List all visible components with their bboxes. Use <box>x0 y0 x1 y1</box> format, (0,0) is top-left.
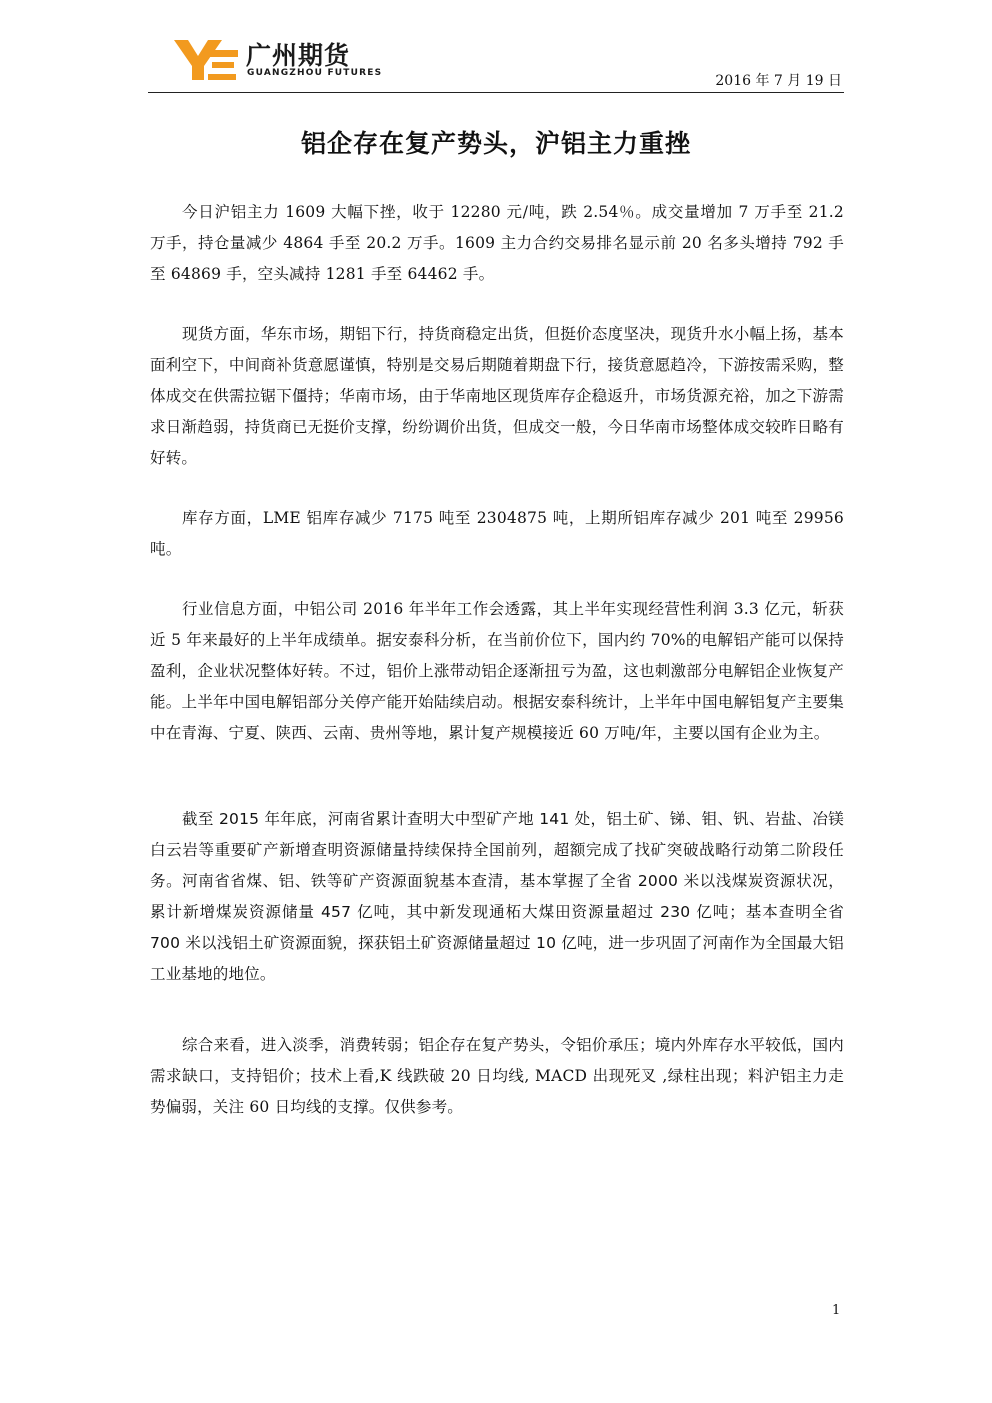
report-date: 2016 年 7 月 19 日 <box>715 73 842 89</box>
yf-logo-mark-icon <box>174 38 238 80</box>
report-title: 铝企存在复产势头，沪铝主力重挫 <box>300 129 691 158</box>
paragraph-conclusion: 综合来看，进入淡季，消费转弱；铝企存在复产势头，令铝价承压；境内外库存水平较低，国内需求缺口，支持铝价；技术上看,K 线跌破 20 日均线, MACD 出现死叉 ,绿柱出现；料沪铝主力走势偏弱，关注 60 日均线的支撑。仅供参考。 <box>150 1036 844 1116</box>
company-logo <box>174 36 383 84</box>
header-divider <box>148 92 844 93</box>
paragraph-inventory: 库存方面，LME 铝库存减少 7175 吨至 2304875 吨，上期所铝库存减少 201 吨至 29956 吨。 <box>150 509 844 558</box>
page-number: 1 <box>832 1303 841 1318</box>
logo-chinese-name: 广州期货 <box>246 41 351 70</box>
page-header <box>148 36 844 94</box>
paragraph-henan-resources: 截至 2015 年年底，河南省累计查明大中型矿产地 141 处，铝土矿、锑、钼、钒、岩盐、冶镁白云岩等重要矿产新增查明资源储量持续保持全国前列，超额完成了找矿突破战略行动第二阶段任务。河南省省煤、铝、铁等矿产资源面貌基本查清，基本掌握了全省 2000 米以浅煤炭资源状况，累计新增煤炭资源储量 457 亿吨，其中新发现通柘大煤田资源量超过 230 亿吨；基本查明全省 700 米以浅铝土矿资源面貌，探获铝土矿资源储量超过 10 亿吨，进一步巩固了河南作为全国最大铝工业基地的地位。 <box>150 810 844 983</box>
paragraph-market-summary: 今日沪铝主力 1609 大幅下挫，收于 12280 元/吨，跌 2.54％。成交量增加 7 万手至 21.2 万手，持仓量减少 4864 手至 20.2 万手。1609 主力合约交易排名显示前 20 名多头增持 792 手至 64869 手，空头减持 1281 手至 64462 手。 <box>150 203 844 283</box>
logo-english-name: GUANGZHOU FUTURES <box>247 68 383 78</box>
report-body <box>150 197 844 1123</box>
paragraph-industry-news: 行业信息方面，中铝公司 2016 年半年工作会透露，其上半年实现经营性利润 3.3 亿元，斩获近 5 年来最好的上半年成绩单。据安泰科分析，在当前价位下，国内约 70%的电解铝产能可以保持盈利，企业状况整体好转。不过，铝价上涨带动铝企逐渐扭亏为盈，这也刺激部分电解铝企业恢复产能。上半年中国电解铝部分关停产能开始陆续启动。根据安泰科统计，上半年中国电解铝复产主要集中在青海、宁夏、陕西、云南、贵州等地，累计复产规模接近 60 万吨/年，主要以国有企业为主。 <box>150 600 844 742</box>
paragraph-spot-market: 现货方面，华东市场，期铝下行，持货商稳定出货，但挺价态度坚决，现货升水小幅上扬，基本面利空下，中间商补货意愿谨慎，特别是交易后期随着期盘下行，接货意愿趋冷，下游按需采购，整体成交在供需拉锯下僵持；华南市场，由于华南地区现货库存企稳返升，市场货源充裕，加之下游需求日渐趋弱，持货商已无挺价支撑，纷纷调价出货，但成交一般，今日华南市场整体成交较昨日略有好转。 <box>150 325 844 467</box>
